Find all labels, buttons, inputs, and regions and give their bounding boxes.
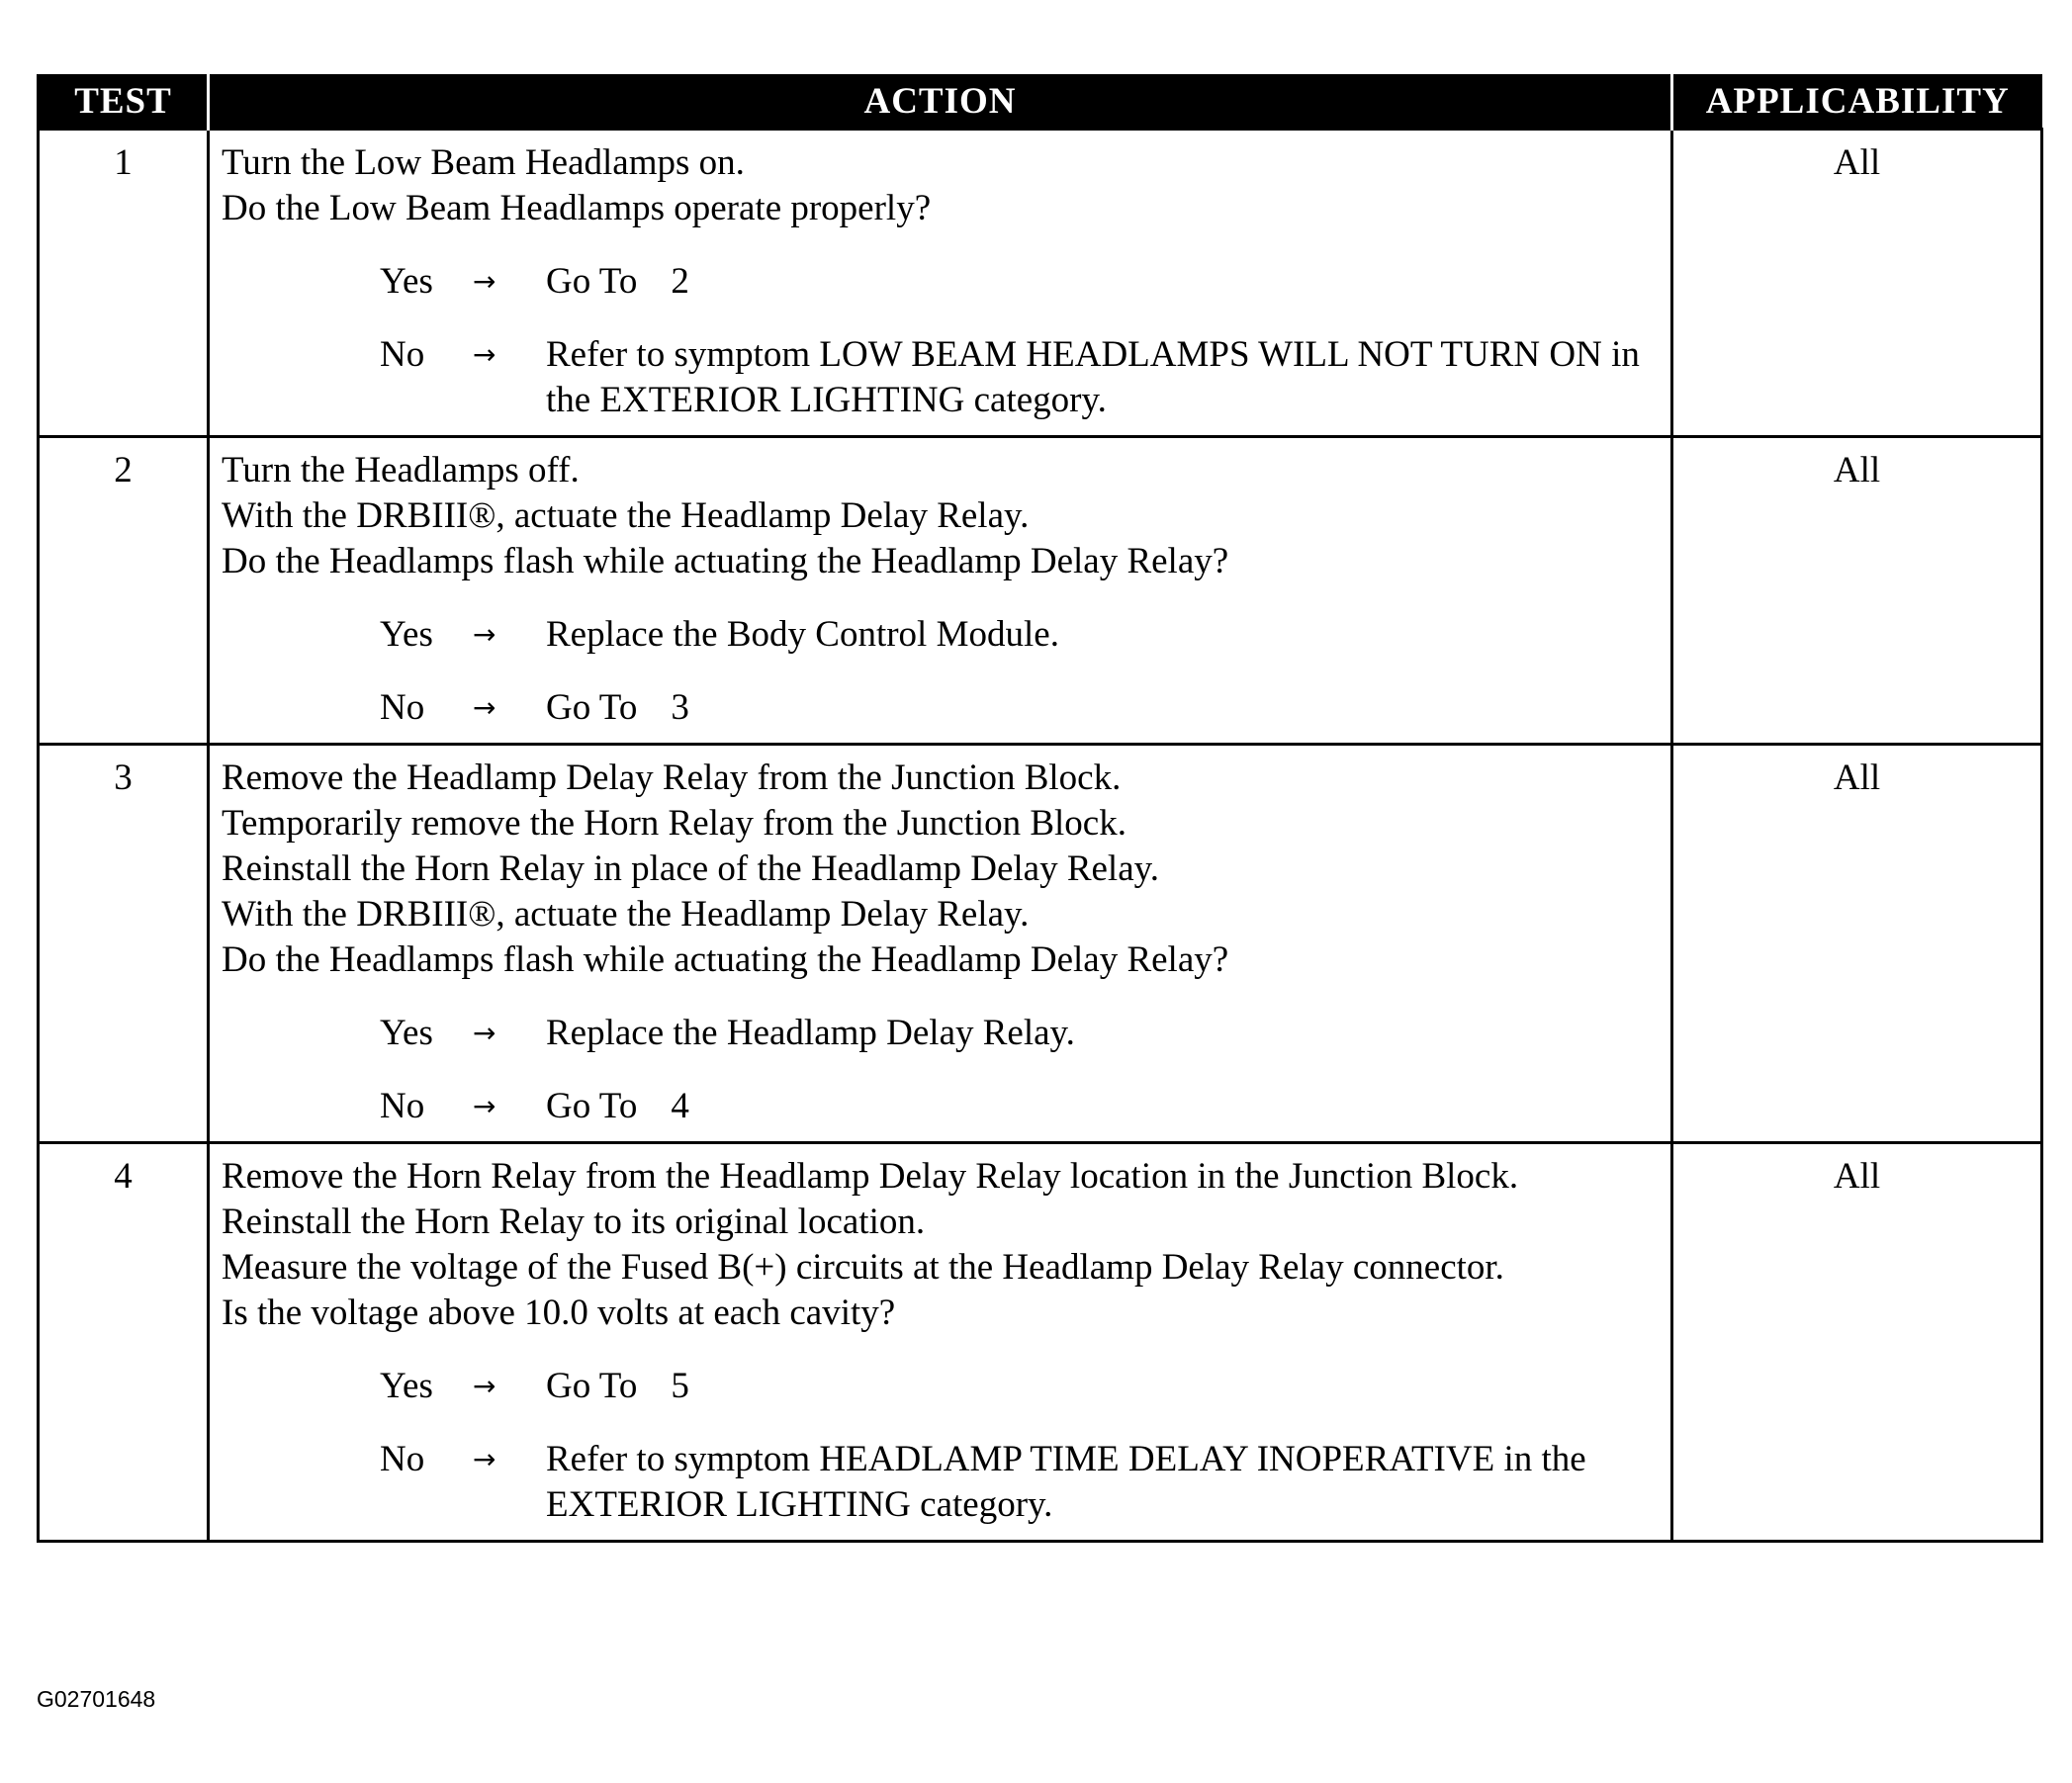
table-row	[39, 745, 2042, 1143]
goto-label: Go To	[546, 1086, 638, 1126]
yes-branch	[222, 612, 1661, 658]
goto-test-number: 4	[671, 1086, 689, 1126]
action-step: Do the Low Beam Headlamps operate properly?	[222, 188, 932, 228]
table-row	[39, 437, 2042, 745]
applicability: All	[1672, 1143, 2042, 1542]
test-number: 4	[39, 1143, 209, 1542]
right-arrow-icon: →	[473, 1090, 496, 1122]
yes-label: Yes	[380, 1366, 433, 1406]
no-result	[546, 685, 1661, 731]
applicability: All	[1672, 745, 2042, 1143]
test-number: 3	[39, 745, 209, 1143]
goto-label: Go To	[546, 1366, 638, 1406]
applicability: All	[1672, 130, 2042, 437]
goto-test-number: 5	[671, 1366, 689, 1406]
yes-label: Yes	[380, 1013, 433, 1053]
action-step: With the DRBIII®, actuate the Headlamp Delay Relay.	[222, 894, 1030, 935]
header-row	[39, 74, 2042, 130]
header-action: ACTION	[209, 74, 1672, 130]
no-branch	[222, 1084, 1661, 1129]
no-branch	[222, 1437, 1661, 1528]
no-result	[546, 1437, 1661, 1528]
no-label: No	[380, 1439, 425, 1479]
action-step: Reinstall the Horn Relay to its original location.	[222, 1202, 926, 1242]
yes-label: Yes	[380, 261, 433, 302]
right-arrow-icon: →	[473, 691, 496, 724]
action-cell	[209, 1143, 1672, 1542]
yes-label: Yes	[380, 614, 433, 655]
no-result	[546, 1084, 1661, 1129]
no-label: No	[380, 334, 425, 375]
table-row	[39, 130, 2042, 437]
header-test: TEST	[39, 74, 209, 130]
result-text: Replace the Body Control Module.	[546, 614, 1059, 655]
no-label: No	[380, 687, 425, 728]
action-cell	[209, 130, 1672, 437]
right-arrow-icon: →	[473, 1443, 496, 1475]
result-text: Refer to symptom HEADLAMP TIME DELAY INOPERATIVE in the EXTERIOR LIGHTING category.	[546, 1439, 1586, 1525]
result-text: Replace the Headlamp Delay Relay.	[546, 1013, 1075, 1053]
goto-test-number: 2	[671, 261, 689, 302]
right-arrow-icon: →	[473, 1017, 496, 1049]
yes-result	[546, 612, 1661, 658]
no-label: No	[380, 1086, 425, 1126]
right-arrow-icon: →	[473, 1370, 496, 1402]
action-step: Temporarily remove the Horn Relay from the Junction Block.	[222, 803, 1126, 844]
diagnostic-test-sheet	[37, 74, 2040, 1543]
yes-result	[546, 1011, 1661, 1056]
action-step: Do the Headlamps flash while actuating the Headlamp Delay Relay?	[222, 939, 1229, 980]
goto-label: Go To	[546, 261, 638, 302]
right-arrow-icon: →	[473, 265, 496, 298]
action-step: Do the Headlamps flash while actuating the Headlamp Delay Relay?	[222, 541, 1229, 581]
action-step: Turn the Headlamps off.	[222, 450, 580, 490]
right-arrow-icon: →	[473, 618, 496, 651]
action-step: Remove the Headlamp Delay Relay from the Junction Block.	[222, 758, 1122, 798]
yes-branch	[222, 1364, 1661, 1409]
table-row	[39, 1143, 2042, 1542]
table-header	[39, 74, 2042, 130]
yes-branch	[222, 259, 1661, 305]
action-step: With the DRBIII®, actuate the Headlamp Delay Relay.	[222, 495, 1030, 536]
figure-id: G02701648	[37, 1686, 156, 1712]
no-result	[546, 332, 1661, 423]
no-branch	[222, 685, 1661, 731]
action-step: Turn the Low Beam Headlamps on.	[222, 142, 745, 183]
right-arrow-icon: →	[473, 338, 496, 371]
test-number: 2	[39, 437, 209, 745]
goto-label: Go To	[546, 687, 638, 728]
result-text: Refer to symptom LOW BEAM HEADLAMPS WILL NOT TURN ON in the EXTERIOR LIGHTING category.	[546, 334, 1640, 420]
goto-test-number: 3	[671, 687, 689, 728]
action-cell	[209, 745, 1672, 1143]
yes-result	[546, 259, 1661, 305]
yes-result	[546, 1364, 1661, 1409]
table-body	[39, 130, 2042, 1542]
applicability: All	[1672, 437, 2042, 745]
no-branch	[222, 332, 1661, 423]
yes-branch	[222, 1011, 1661, 1056]
test-number: 1	[39, 130, 209, 437]
action-cell	[209, 437, 1672, 745]
action-step: Measure the voltage of the Fused B(+) circuits at the Headlamp Delay Relay connector.	[222, 1247, 1504, 1288]
action-step: Reinstall the Horn Relay in place of the Headlamp Delay Relay.	[222, 848, 1159, 889]
action-step: Remove the Horn Relay from the Headlamp Delay Relay location in the Junction Block.	[222, 1156, 1519, 1197]
diagnostic-table	[37, 74, 2043, 1543]
action-step: Is the voltage above 10.0 volts at each cavity?	[222, 1293, 896, 1333]
header-applicability: APPLICABILITY	[1672, 74, 2042, 130]
